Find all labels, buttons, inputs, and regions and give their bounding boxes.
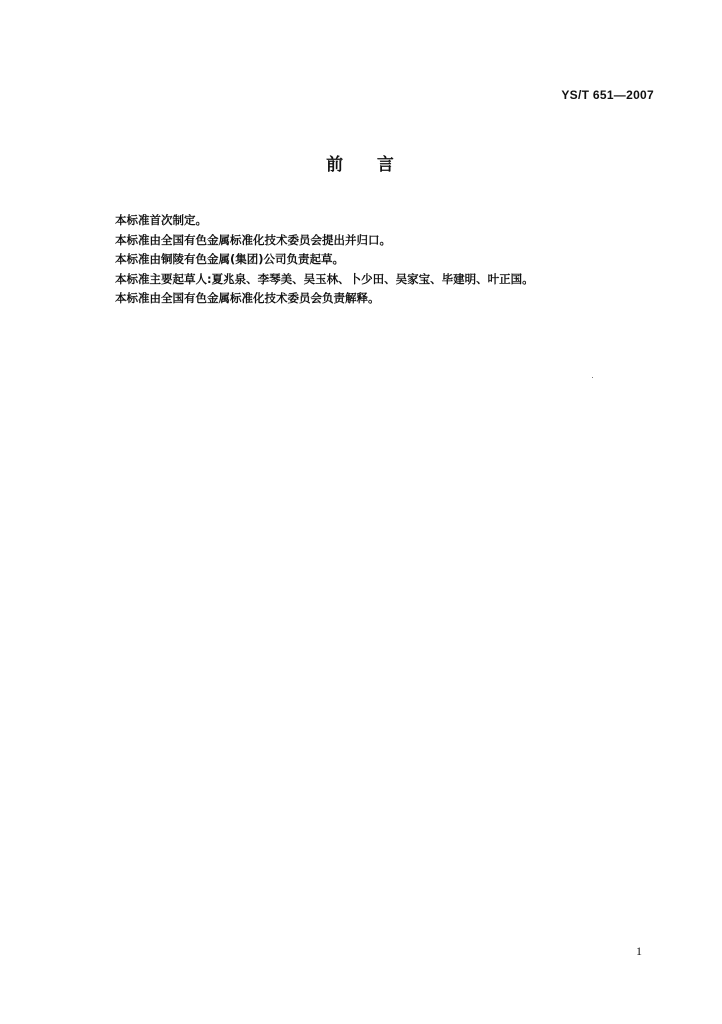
paragraph: 本标准由铜陵有色金属(集团)公司负责起草。	[115, 252, 345, 266]
standard-code: YS/T 651—2007	[561, 88, 654, 102]
scan-speck	[592, 377, 593, 378]
foreword-body	[115, 211, 635, 309]
paragraph: 本标准首次制定。	[115, 213, 207, 227]
paragraph: 本标准由全国有色金属标准化技术委员会提出并归口。	[115, 232, 391, 247]
page-number: 1	[636, 944, 642, 958]
page-title: 前 言	[326, 155, 396, 175]
paragraph: 本标准主要起草人:夏兆泉、李琴美、吴玉林、卜少田、吴家宝、毕建明、叶正国。	[115, 271, 534, 286]
paragraph: 本标准由全国有色金属标准化技术委员会负责解释。	[115, 291, 380, 305]
